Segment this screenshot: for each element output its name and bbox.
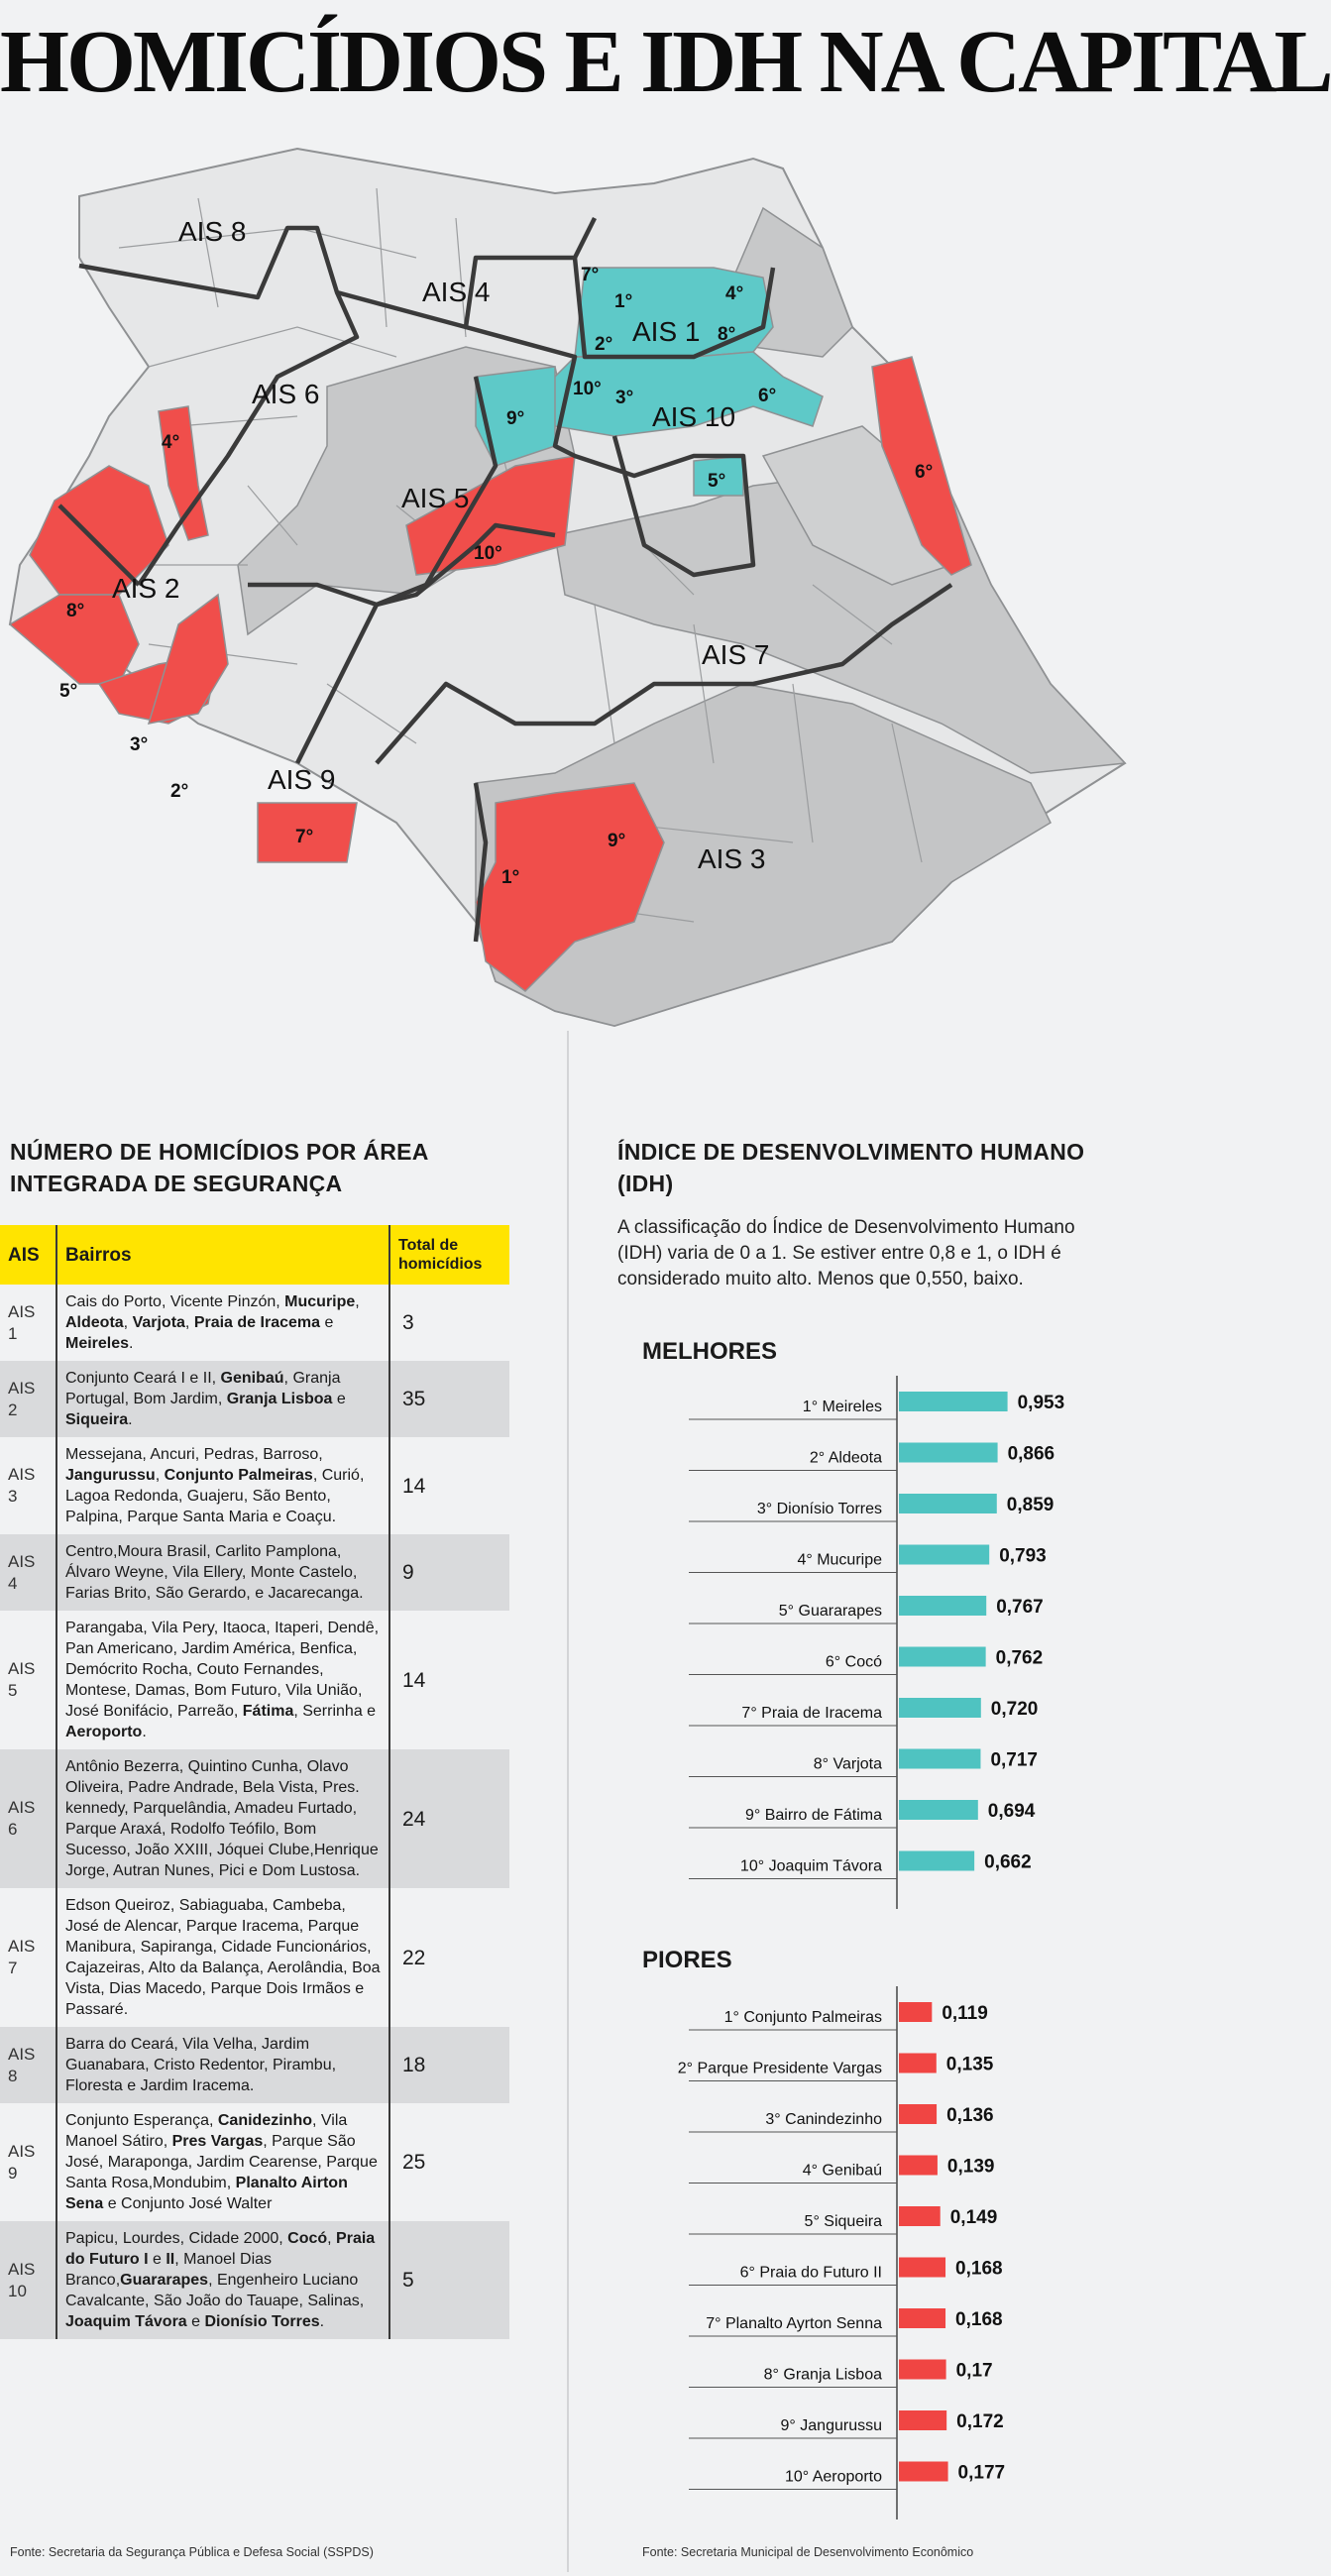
source-credit-left: Fonte: Secretaria da Segurança Pública e Defesa Social (SSPDS) [10,2545,374,2559]
chart-value-label: 0,119 [942,2003,988,2024]
cell-ais: AIS 2 [0,1361,56,1437]
bairro-text: . [129,1335,134,1352]
table-row [0,1888,509,2027]
chart-value-label: 0,662 [984,1851,1032,1873]
cell-ais: AIS 6 [0,1749,56,1888]
map-rank-piores-7: 7° [295,827,314,847]
bairro-text: , [327,2230,337,2247]
chart-bar [899,1443,998,1463]
chart-value-label: 0,168 [955,2309,1003,2330]
map-label-ais5: AIS 5 [401,483,470,513]
chart-bar [899,2258,945,2278]
cell-total: 14 [389,1437,509,1534]
cell-total: 5 [389,2221,509,2339]
cell-total: 24 [389,1749,509,1888]
cell-total: 14 [389,1611,509,1749]
chart-bar [899,2206,941,2226]
bairro-text: , [123,1314,133,1331]
cell-ais: AIS 3 [0,1437,56,1534]
table-row [0,1437,509,1534]
bairro-highlight: Joaquim Távora [65,2313,187,2330]
table-row [0,1285,509,1361]
cell-total: 35 [389,1361,509,1437]
cell-ais: AIS 4 [0,1534,56,1611]
bairro-text: , [355,1293,360,1310]
map-rank-piores-2: 2° [170,781,189,802]
chart-value-label: 0,762 [995,1647,1044,1669]
bairro-highlight: Praia de Iracema [193,1314,321,1331]
map-label-ais4: AIS 4 [422,277,491,307]
cell-bairros [56,2103,389,2221]
bairro-text: , [184,1314,194,1331]
cell-bairros [56,1749,389,1888]
bairro-text: Cais do Porto, Vicente Pinzón, [65,1293,285,1310]
chart-bar [899,1494,997,1513]
bairro-text: e [148,2251,166,2268]
cell-ais: AIS 5 [0,1611,56,1749]
bairro-text: , Granja Portugal, Bom Jardim, [65,1370,341,1407]
header-ais: AIS [0,1225,56,1285]
map-rank-piores-6: 6° [915,462,934,483]
map-rank-piores-1: 1° [501,867,520,888]
bairro-text: e Conjunto José Walter [103,2195,273,2212]
bairro-highlight: Dionísio Torres [204,2313,320,2330]
map-label-ais3: AIS 3 [698,843,766,874]
chart-category-label: 9° Jangurussu [780,2417,882,2434]
table-row [0,1611,509,1749]
chart-value-label: 0,136 [946,2105,994,2126]
bairro-text: Centro,Moura Brasil, Carlito Pamplona, Álvaro Weyne, Vila Ellery, Monte Castelo, Farias Brito, São Gerardo, e Jacarecanga. [65,1543,364,1602]
map-rank-melhores-1: 1° [614,291,633,312]
chart-bar [899,2308,945,2328]
map-rank-melhores-3: 3° [615,388,634,408]
bairro-text: Antônio Bezerra, Quintino Cunha, Olavo Oliveira, Padre Andrade, Bela Vista, Pres. kennedy, Parquelândia, Amadeu Furtado, Parque Araxá, Rodolfo Teófilo, Bom Sucesso, João XXIII, Jóquei Clube,Henrique Jorge, Autran Nunes, Pici e Dom Lustosa. [65,1758,379,1879]
piores-chart-title: PIORES [642,1947,732,1973]
chart-value-label: 0,168 [955,2258,1003,2280]
map-rank-melhores-2: 2° [595,334,613,355]
chart-category-label: 4° Mucuripe [797,1551,882,1569]
chart-category-label: 3° Dionísio Torres [756,1501,882,1517]
table-body [0,1285,509,2339]
chart-category-label: 1° Meireles [802,1399,882,1415]
bairro-text: . [128,1411,133,1428]
bairro-highlight: Conjunto Palmeiras [164,1467,313,1484]
bairro-text: , Curió, Lagoa Redonda, Guajeru, São Bento, Palpina, Parque Santa Maria e Coaçu. [65,1467,365,1525]
map-label-ais9: AIS 9 [268,764,336,795]
column-divider [567,1031,569,2572]
map-label-ais8: AIS 8 [178,216,247,247]
chart-bar [899,1800,978,1820]
cell-ais: AIS 10 [0,2221,56,2339]
bairro-highlight: Granja Lisboa [226,1391,333,1407]
cell-ais: AIS 8 [0,2027,56,2103]
chart-bar [899,2054,937,2073]
chart-bar [899,2002,932,2022]
cell-ais: AIS 9 [0,2103,56,2221]
chart-bar [899,1698,981,1718]
table-row [0,1534,509,1611]
chart-category-label: 1° Conjunto Palmeiras [723,2009,882,2026]
chart-bar [899,1545,989,1565]
map-rank-piores-9: 9° [608,831,626,851]
bairro-highlight: Planalto Airton Sena [65,2175,348,2212]
source-credit-right: Fonte: Secretaria Municipal de Desenvolvimento Econômico [642,2545,974,2559]
bairro-text: Conjunto Ceará I e II, [65,1370,221,1387]
table-row [0,2103,509,2221]
chart-bar [899,2360,946,2380]
page-title: HOMICÍDIOS E IDH NA CAPITAL [0,13,1331,111]
chart-value-label: 0,859 [1006,1495,1054,1515]
bairro-highlight: Meireles [65,1335,130,1352]
cell-bairros [56,1361,389,1437]
bairro-highlight: Canidezinho [217,2112,312,2129]
bairro-highlight: Fátima [242,1703,294,1720]
piores-bar-chart [614,1986,1110,2526]
city-map [0,129,1130,1051]
header-total: Total de homicídios [389,1225,509,1285]
bairro-highlight: Aldeota [65,1314,124,1331]
chart-bar [899,1596,986,1616]
homicidios-table [0,1225,509,2339]
map-rank-piores-8: 8° [66,601,85,621]
chart-category-label: 8° Granja Lisboa [763,2366,882,2384]
chart-category-label: 7° Planalto Ayrton Senna [706,2315,882,2332]
bairro-text: e [320,1314,334,1331]
homicidios-section-title: NÚMERO DE HOMICÍDIOS POR ÁREA INTEGRADA DE SEGURANÇA [10,1139,428,1196]
map-rank-melhores-8: 8° [718,324,736,345]
bairro-highlight: Varjota [132,1314,185,1331]
chart-value-label: 0,767 [996,1597,1044,1618]
bairro-text: , Parque São José, Maraponga, Jardim Cearense, Parque Santa Rosa,Mondubim, [65,2133,378,2191]
bairro-text: e [186,2313,205,2330]
chart-category-label: 2° Parque Presidente Vargas [677,2060,882,2077]
chart-value-label: 0,172 [956,2411,1004,2432]
map-rank-piores-5: 5° [59,681,78,702]
chart-value-label: 0,793 [999,1545,1047,1567]
idh-section-title: ÍNDICE DE DESENVOLVIMENTO HUMANO (IDH) [617,1139,1085,1196]
chart-category-label: 6° Cocó [825,1653,882,1671]
cell-bairros [56,1285,389,1361]
map-rank-piores-4: 4° [162,432,180,453]
chart-value-label: 0,139 [946,2156,995,2178]
chart-category-label: 6° Praia do Futuro II [739,2264,882,2282]
table-row [0,1749,509,1888]
map-label-ais2: AIS 2 [112,573,180,604]
chart-category-label: 5° Guararapes [778,1603,882,1620]
chart-category-label: 8° Varjota [813,1755,882,1773]
chart-bar [899,1749,980,1769]
map-rank-melhores-4: 4° [725,283,744,304]
map-label-ais1: AIS 1 [632,316,701,347]
bairro-highlight: Jangurussu [65,1467,156,1484]
chart-bar [899,1392,1008,1411]
bairro-text: . [142,1724,147,1740]
melhores-chart-title: MELHORES [642,1338,778,1365]
map-rank-melhores-10: 10° [573,379,602,399]
header-bairros: Bairros [56,1225,389,1285]
chart-category-label: 10° Aeroporto [784,2468,882,2486]
melhores-bar-chart [614,1376,1110,1916]
bairro-text: e [332,1391,346,1407]
bairro-highlight: Genibaú [220,1370,284,1387]
chart-value-label: 0,953 [1017,1393,1065,1413]
bairro-text: , Serrinha e [293,1703,377,1720]
chart-category-label: 9° Bairro de Fátima [744,1807,882,1824]
cell-bairros [56,1888,389,2027]
bairro-highlight: II [166,2251,175,2268]
chart-value-label: 0,694 [987,1801,1036,1822]
cell-total: 3 [389,1285,509,1361]
chart-bar [899,2462,948,2482]
table-header-row [0,1225,509,1285]
bairro-text: , [155,1467,165,1484]
cell-bairros [56,2027,389,2103]
bairro-text: Messejana, Ancuri, Pedras, Barroso, [65,1446,323,1463]
map-label-ais6: AIS 6 [252,379,320,409]
bairro-highlight: Cocó [287,2230,328,2247]
cell-bairros [56,1611,389,1749]
table-row [0,1361,509,1437]
bairro-text: Edson Queiroz, Sabiaguaba, Cambeba, José de Alencar, Parque Iracema, Parque Manibura, Sapiranga, Cidade Funcionários, Cajazeiras, Alto da Balança, Aerolândia, Boa Vista, Dias Macedo, Parque Dois Irmãos e Passaré. [65,1897,381,2018]
chart-value-label: 0,866 [1007,1443,1055,1465]
chart-value-label: 0,17 [955,2360,993,2382]
map-rank-melhores-6: 6° [758,386,777,406]
chart-category-label: 7° Praia de Iracema [741,1705,882,1722]
bairro-highlight: Mucuripe [284,1293,356,1310]
chart-bar [899,2156,938,2176]
cell-total: 9 [389,1534,509,1611]
bairro-highlight: Pres Vargas [171,2133,264,2150]
chart-value-label: 0,135 [945,2054,994,2075]
cell-total: 25 [389,2103,509,2221]
chart-category-label: 2° Aldeota [809,1449,882,1467]
bairro-highlight: Guararapes [120,2272,209,2289]
cell-ais: AIS 1 [0,1285,56,1361]
map-label-ais10: AIS 10 [652,401,736,432]
map-rank-melhores-5: 5° [708,471,726,492]
bairro-text: Parangaba, Vila Pery, Itaoca, Itaperi, Dendê, Pan Americano, Jardim América, Benfica, Demócrito Rocha, Couto Fernandes, Montese, Damas, Bom Futuro, Vila União, José Bonifácio, Parreão, [65,1620,380,1720]
chart-bar [899,1647,986,1667]
chart-category-label: 5° Siqueira [804,2213,882,2230]
map-rank-piores-10: 10° [474,543,502,564]
cell-total: 22 [389,1888,509,2027]
chart-value-label: 0,177 [957,2462,1006,2484]
chart-category-label: 10° Joaquim Távora [739,1857,882,1875]
cell-bairros [56,1534,389,1611]
bairro-text: , Engenheiro Luciano Cavalcante, São João do Tauape, Salinas, [65,2272,365,2309]
chart-value-label: 0,720 [990,1699,1039,1720]
cell-bairros [56,1437,389,1534]
bairro-text: Conjunto Esperança, [65,2112,218,2129]
bairro-text: , Vila Manoel Sátiro, [65,2112,348,2150]
chart-category-label: 4° Genibaú [802,2162,882,2180]
chart-value-label: 0,717 [990,1749,1039,1771]
chart-bar [899,1851,974,1871]
bairro-highlight: Aeroporto [65,1724,143,1740]
bairro-text: , Manoel Dias Branco, [65,2251,273,2289]
idh-description: A classificação do Índice de Desenvolvimento Humano (IDH) varia de 0 a 1. Se estiver entre 0,8 e 1, o IDH é considerado muito alto. Menos que 0,550, baixo. [617,1217,1075,1289]
map-rank-melhores-9: 9° [506,408,525,429]
bairro-text: . [319,2313,325,2330]
table-row [0,2221,509,2339]
bairro-text: Papicu, Lourdes, Cidade 2000, [65,2230,288,2247]
chart-bar [899,2410,946,2430]
chart-bar [899,2104,937,2124]
bairro-highlight: Siqueira [65,1411,129,1428]
map-rank-piores-3: 3° [130,734,149,755]
map-rank-melhores-7: 7° [581,265,600,285]
cell-bairros [56,2221,389,2339]
bairro-highlight: Praia do Futuro I [65,2230,376,2268]
cell-ais: AIS 7 [0,1888,56,2027]
table-row [0,2027,509,2103]
chart-value-label: 0,149 [949,2207,998,2228]
bairro-text: Barra do Ceará, Vila Velha, Jardim Guanabara, Cristo Redentor, Pirambu, Floresta e Jardim Iracema. [65,2036,337,2094]
chart-category-label: 3° Canindezinho [765,2111,882,2128]
cell-total: 18 [389,2027,509,2103]
map-label-ais7: AIS 7 [702,639,770,670]
